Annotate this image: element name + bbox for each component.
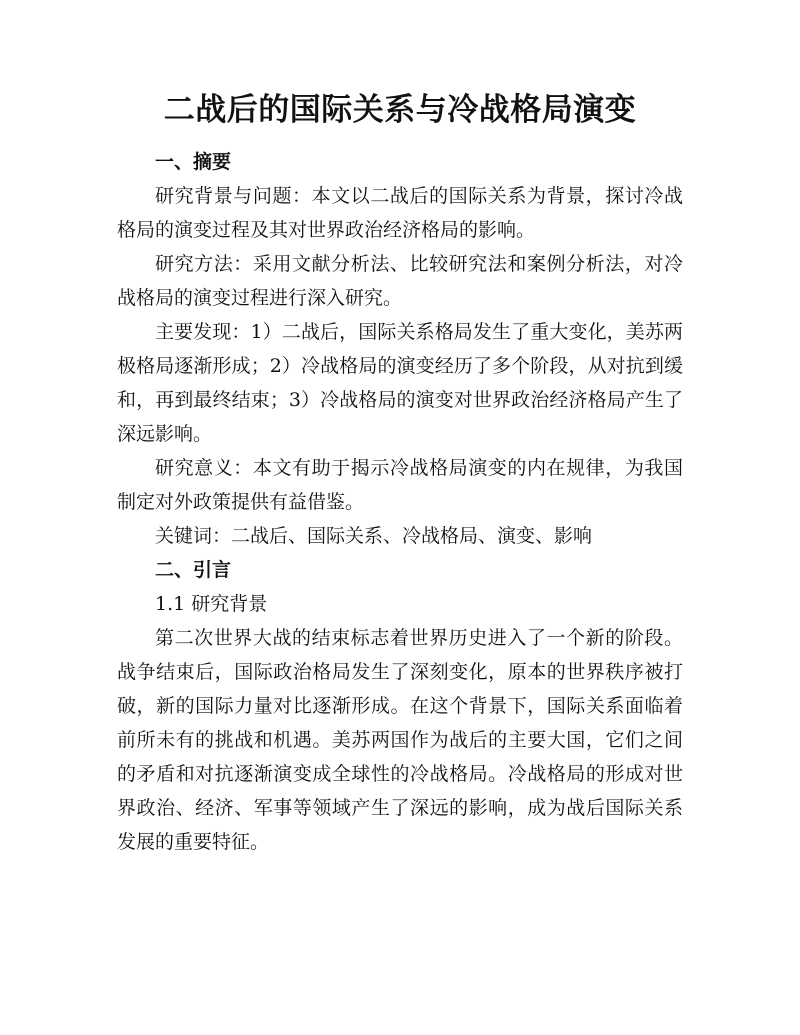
- abstract-background-paragraph: 研究背景与问题：本文以二战后的国际关系为背景，探讨冷战格局的演变过程及其对世界政治经济格局的影响。: [117, 185, 683, 241]
- abstract-method-paragraph: 研究方法：采用文献分析法、比较研究法和案例分析法，对冷战格局的演变过程进行深入研究。: [117, 253, 683, 309]
- keywords-line: 关键词：二战后、国际关系、冷战格局、演变、影响: [155, 525, 593, 547]
- abstract-significance-paragraph: 研究意义：本文有助于揭示冷战格局演变的内在规律，为我国制定对外政策提供有益借鉴。: [117, 457, 683, 513]
- document-title: 二战后的国际关系与冷战格局演变: [163, 92, 637, 128]
- section-heading-introduction: 二、引言: [155, 559, 232, 581]
- section-heading-abstract: 一、摘要: [155, 151, 232, 173]
- abstract-findings-paragraph: 主要发现：1）二战后，国际关系格局发生了重大变化，美苏两极格局逐渐形成；2）冷战格局的演变经历了多个阶段，从对抗到缓和，再到最终结束；3）冷战格局的演变对世界政治经济格局产生了深远影响。: [117, 321, 683, 445]
- document-body: [117, 145, 683, 859]
- subsection-heading-research-background: 1.1 研究背景: [155, 593, 268, 615]
- introduction-paragraph: 第二次世界大战的结束标志着世界历史进入了一个新的阶段。战争结束后，国际政治格局发生了深刻变化，原本的世界秩序被打破，新的国际力量对比逐渐形成。在这个背景下，国际关系面临着前所未有的挑战和机遇。美苏两国作为战后的主要大国，它们之间的矛盾和对抗逐渐演变成全球性的冷战格局。冷战格局的形成对世界政治、经济、军事等领域产生了深远的影响，成为战后国际关系发展的重要特征。: [117, 627, 683, 853]
